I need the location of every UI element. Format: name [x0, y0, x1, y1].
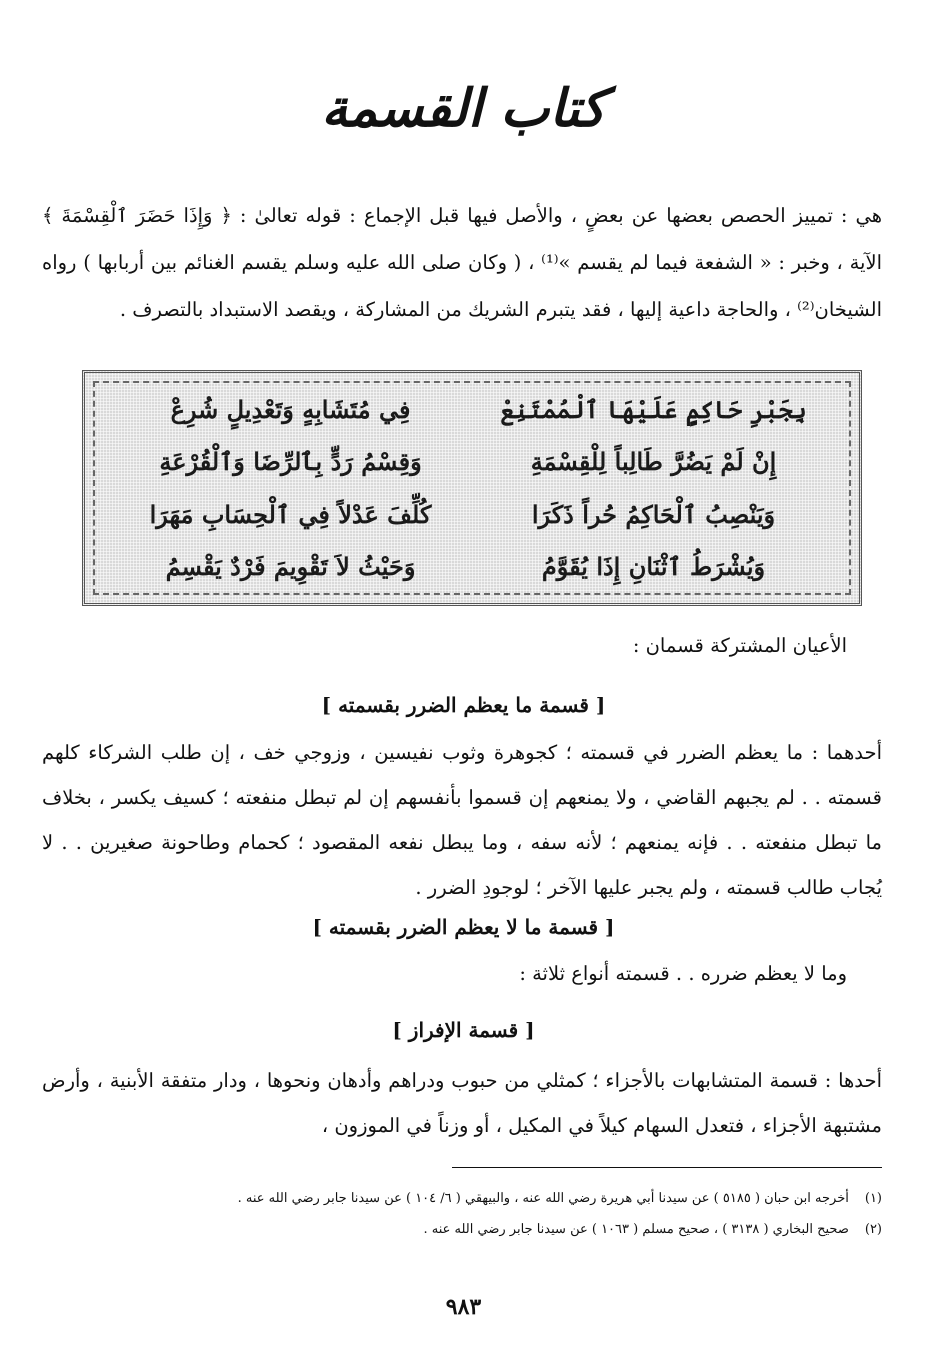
verse-2-left: وَقِسْمُ رَدٍّ بِٱلرِّضَا وَٱلْقُرْعَةِ	[159, 447, 422, 477]
paragraph-ifraz: أحدها : قسمة المتشابهات بالأجزاء ؛ كمثلي من حبوب ودراهم وأدهان ونحوها ، ودار متفقة الأبنية ، وأرض مشتبهة الأجزاء ، فتعدل السهام كيلاً في المكيل ، أو وزناً في الموزون ،	[42, 1069, 882, 1137]
paragraph-major-harm: أحدهما : ما يعظم الضرر في قسمته ؛ كجوهرة وثوب نفيسين ، وزوجي خف ، إن طلب الشركاء كلهم قسمته . . لم يجبهم القاضي ، ولا يمنعهم إن قسموا بأنفسهم إن لم تبطل منفعته ؛ كسيف يكسر ، بخلاف ما تبطل منفعته . . فإنه يمنعهم ؛ لأنه سفه ، وما يبطل نفعه المقصود ؛ كحمام وطاحونة صغيرين . . لا يُجاب طالب قسمته ، ولم يجبر عليها الآخر ؛ لوجودِ الضرر .	[42, 741, 882, 899]
footnote-2-number: (٢)	[864, 1222, 882, 1237]
verse-4-left: وَحَيْثُ لاَ تَقْوِيمَ فَرْدٌ يَقْسِمُ	[165, 552, 416, 582]
paragraph-minor-harm: وما لا يعظم ضرره . . قسمته أنواع ثلاثة :	[519, 962, 847, 985]
verse-3-right: وَيَنْصِبُ ٱلْحَاكِمُ حُراً ذَكَرَا	[531, 499, 776, 529]
footnote-1-text: أخرجه ابن حبان ( ٥١٨٥ ) عن سيدنا أبي هريرة رضي الله عنه ، والبيهقي ( ٦/ ١٠٤ ) عن سيدنا جابر رضي الله عنه .	[237, 1191, 849, 1206]
heading-minor-harm: [ قسمة ما لا يعظم الضرر بقسمته ]	[312, 915, 615, 939]
verse-1-right: بِجَبْرِ حَاكِمٍ عَلَيْهَا ٱلْمُمْتَنِعْ	[500, 394, 807, 424]
owned-intro: الأعيان المشتركة قسمان :	[632, 634, 847, 657]
footnote-1-number: (١)	[864, 1191, 882, 1206]
footnote-separator	[452, 1167, 882, 1168]
poem-verses	[93, 381, 851, 595]
intro-paragraph: هي : تمييز الحصص بعضها عن بعضٍ ، والأصل فيها قبل الإجماع : قوله تعالىٰ : ﴿ وَإِذَا حَضَرَ ٱلْقِسْمَةَ ﴾ الآية ، وخبر : « الشفعة فيما لم يقسم »⁽¹⁾ ، ( وكان صلى الله عليه وسلم يقسم الغنائم بين أربابها ) رواه الشيخان⁽²⁾ ، والحاجة داعية إليها ، فقد يتبرم الشريك من المشاركة ، ويقصد الاستبداد بالتصرف .	[42, 204, 882, 321]
poem-frame	[82, 370, 862, 606]
book-title: كتاب القسمة	[321, 78, 606, 139]
verse-1-left: فِي مُتَشَابِهٍ وَتَعْدِيلٍ شُرِعْ	[170, 394, 411, 424]
heading-major-harm: [ قسمة ما يعظم الضرر بقسمته ]	[321, 693, 606, 717]
verse-4-right: وَيُشْرَطُ ٱثْنَانِ إِذَا يُقَوَّمُ	[541, 552, 766, 582]
verse-3-left: كُلِّفَ عَدْلاً فِي ٱلْحِسَابِ مَهَرَا	[149, 499, 432, 529]
footnote-2	[42, 1222, 882, 1237]
footnote-2-text: صحيح البخاري ( ٣١٣٨ ) ، صحيح مسلم ( ١٠٦٣ ) عن سيدنا جابر رضي الله عنه .	[423, 1222, 849, 1237]
verse-2-right: إِنْ لَمْ يَضُرَّ طَالِباً لِلْقِسْمَةِ	[530, 447, 777, 477]
page-number: ٩٨٣	[445, 1294, 482, 1320]
footnote-1	[42, 1191, 882, 1206]
heading-ifraz: [ قسمة الإفراز ]	[392, 1018, 535, 1042]
